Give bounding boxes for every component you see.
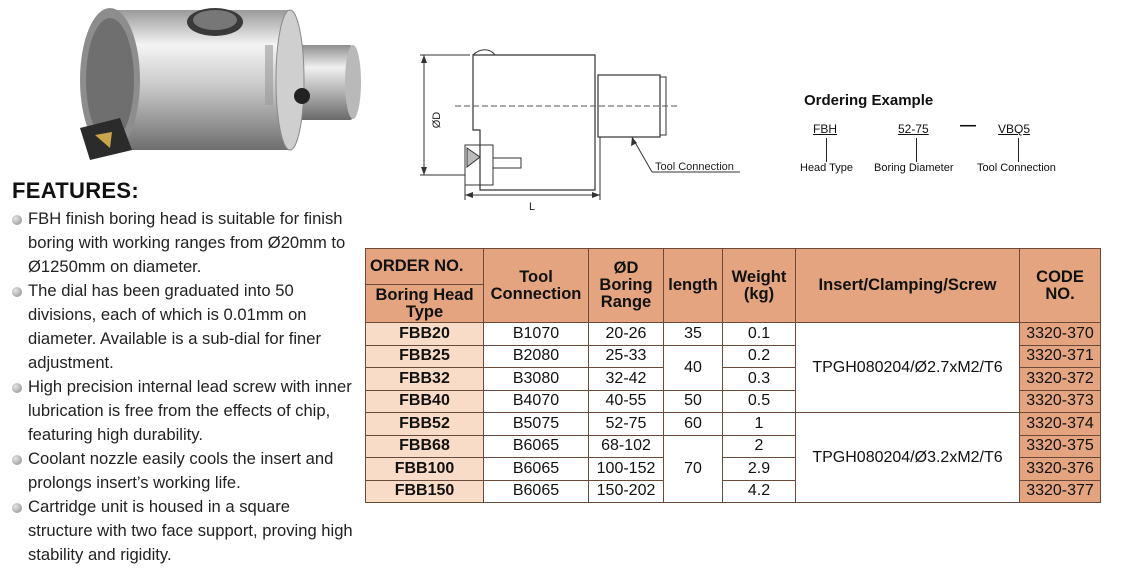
- boring-diameter-code: 52-75: [898, 122, 929, 136]
- insert-cell: TPGH080204/Ø2.7xM2/T6: [796, 323, 1020, 413]
- table-row: FBB40 B4070 40-55 50 0.5 3320-373: [366, 390, 1101, 413]
- tool-connection-label: Tool Connection: [655, 161, 734, 173]
- product-photo: [70, 0, 370, 175]
- header-weight: Weight (kg): [723, 249, 796, 323]
- feature-item: Coolant nozzle easily cools the insert and prolongs insert’s working life.: [12, 447, 357, 495]
- bullet-icon: [12, 287, 22, 297]
- header-length: length: [664, 249, 723, 323]
- diameter-dimension-label: ØD: [431, 111, 443, 129]
- head-type-label: Head Type: [800, 162, 854, 174]
- header-code-no: CODE NO.: [1020, 249, 1101, 323]
- feature-item: The dial has been graduated into 50 divisions, each of which is 0.01mm on diameter. Available is a sub-dial for finer adjustment.: [12, 279, 357, 375]
- header-order-no: ORDER NO.: [366, 249, 484, 285]
- header-insert: Insert/Clamping/Screw: [796, 249, 1020, 323]
- table-row: FBB25 B2080 25-33 40 0.2 3320-371: [366, 345, 1101, 368]
- features-title: FEATURES:: [12, 178, 139, 203]
- header-boring-range: ØD Boring Range: [589, 249, 664, 323]
- head-type-code: FBH: [813, 122, 837, 136]
- table-row: FBB20 B1070 20-26 35 0.1 TPGH080204/Ø2.7xM2/T6 3320-370: [366, 323, 1101, 346]
- bullet-icon: [12, 215, 22, 225]
- table-row: FBB52 B5075 52-75 60 1 TPGH080204/Ø3.2xM2/T6 3320-374: [366, 413, 1101, 436]
- ordering-example-title: Ordering Example: [804, 92, 934, 109]
- ordering-example: [790, 92, 1110, 182]
- boring-diameter-label: Boring Diameter: [874, 162, 954, 174]
- feature-item: Cartridge unit is housed in a square structure with two face support, proving high stability and rigidity.: [12, 495, 357, 567]
- spec-table: [365, 248, 1101, 503]
- table-row: FBB100 B6065 100-152 2.9 3320-376: [366, 458, 1101, 481]
- bullet-icon: [12, 503, 22, 513]
- table-row: FBB150 B6065 150-202 4.2 3320-377: [366, 480, 1101, 503]
- table-row: FBB32 B3080 32-42 0.3 3320-372: [366, 368, 1101, 391]
- technical-drawing: [410, 45, 760, 215]
- bullet-icon: [12, 383, 22, 393]
- tool-connection-code: VBQ5: [998, 122, 1031, 136]
- length-dimension-label: L: [528, 201, 536, 213]
- bullet-icon: [12, 455, 22, 465]
- feature-item: FBH finish boring head is suitable for finish boring with working ranges from Ø20mm to Ø1250mm on diameter.: [12, 207, 357, 279]
- table-row: FBB68 B6065 68-102 70 2 3320-375: [366, 435, 1101, 458]
- header-tool-connection: Tool Connection: [484, 249, 589, 323]
- insert-cell: TPGH080204/Ø3.2xM2/T6: [796, 413, 1020, 503]
- feature-item: High precision internal lead screw with inner lubrication is free from the effects of chip, featuring high durability.: [12, 375, 357, 447]
- code-separator: —: [960, 117, 976, 134]
- tool-connection-label: Tool Connection: [977, 162, 1056, 174]
- header-boring-head-type: Boring Head Type: [366, 285, 484, 323]
- features-list: [12, 207, 357, 567]
